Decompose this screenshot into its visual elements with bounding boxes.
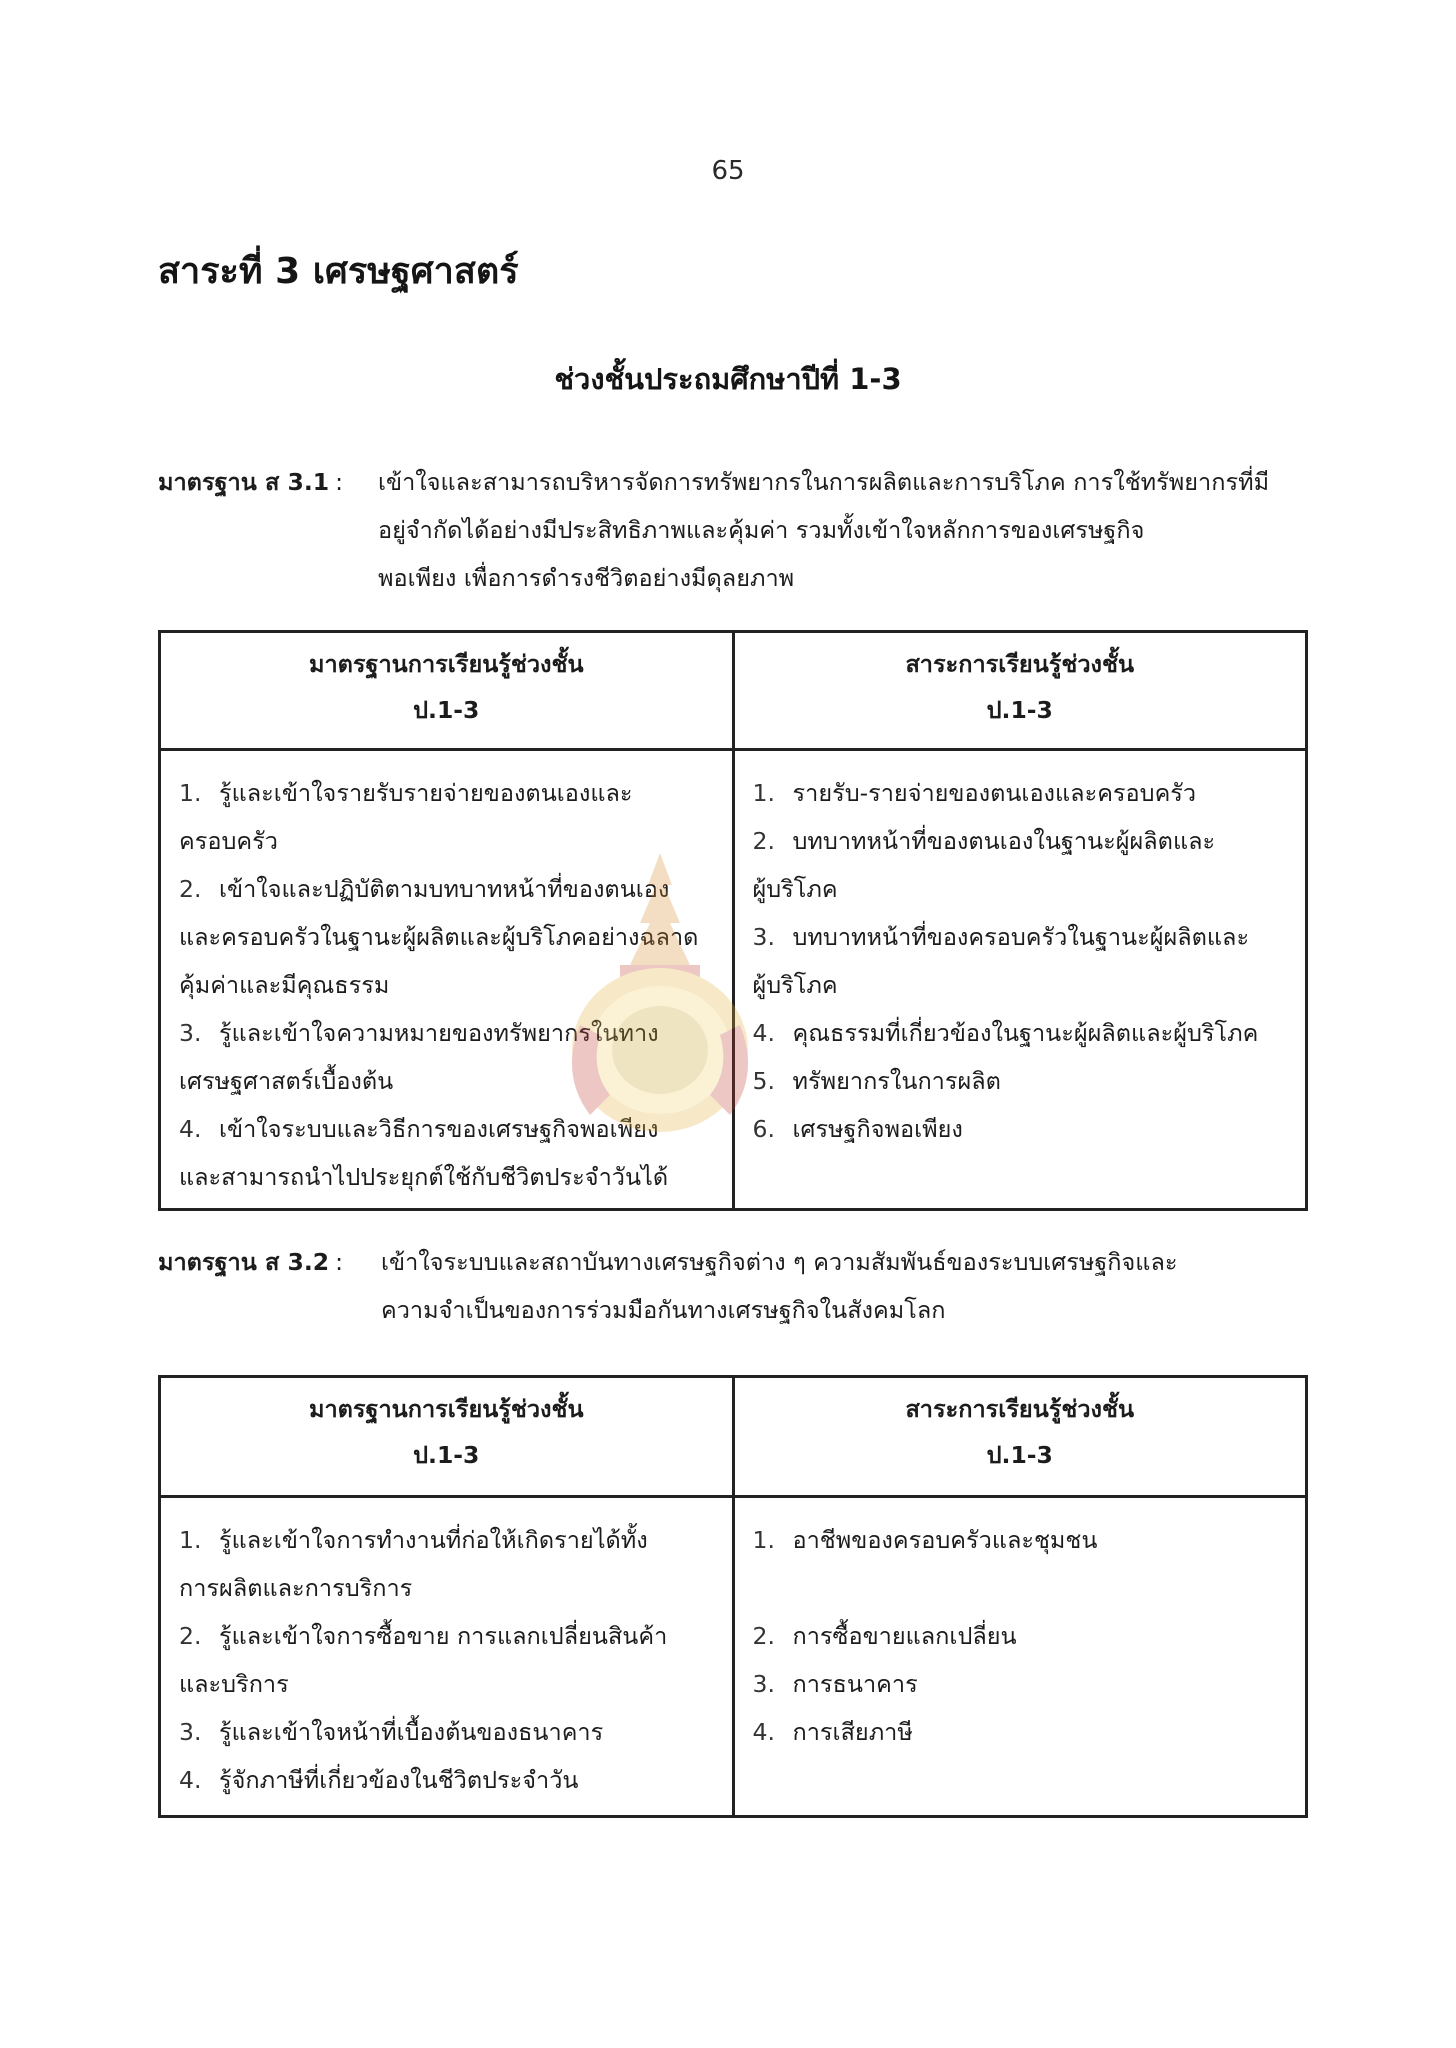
list-item: 2. รู้และเข้าใจการซื้อขาย การแลกเปลี่ยนสินค้า (179, 1622, 668, 1650)
header-learning-content: สาระการเรียนรู้ช่วงชั้น ป.1-3 (733, 632, 1307, 750)
content-cell (733, 1497, 1307, 1817)
standards-cell (160, 750, 734, 1210)
list-item-continued: ผู้บริโภค (752, 971, 838, 999)
list-item-continued: คุ้มค่าและมีคุณธรรม (179, 971, 390, 999)
standard-label: มาตรฐาน ส 3.2 : (158, 1248, 344, 1276)
list-item: 4. รู้จักภาษีที่เกี่ยวข้องในชีวิตประจำวัน (179, 1766, 579, 1794)
list-item: 1. รู้และเข้าใจการทำงานที่ก่อให้เกิดรายได้ทั้ง (179, 1526, 648, 1554)
spacer (753, 1564, 1294, 1612)
standard-line: อยู่จำกัดได้อย่างมีประสิทธิภาพและคุ้มค่า รวมทั้งเข้าใจหลักการของเศรษฐกิจ (378, 516, 1145, 544)
standard-description (378, 458, 1308, 602)
standard-line: เข้าใจระบบและสถาบันทางเศรษฐกิจต่าง ๆ ความสัมพันธ์ของระบบเศรษฐกิจและ (381, 1248, 1178, 1276)
list-item: 1. อาชีพของครอบครัวและชุมชน (752, 1526, 1098, 1554)
table-header-row (160, 1377, 1307, 1497)
list-item: 3. การธนาคาร (752, 1670, 918, 1698)
list-item-continued: และครอบครัวในฐานะผู้ผลิตและผู้บริโภคอย่างฉลาด (179, 923, 699, 951)
list-item: 2. บทบาทหน้าที่ของตนเองในฐานะผู้ผลิตและ (752, 827, 1216, 855)
standard-line: เข้าใจและสามารถบริหารจัดการทรัพยากรในการผลิตและการบริโภค การใช้ทรัพยากรที่มี (378, 468, 1270, 496)
list-item: 1. รู้และเข้าใจรายรับรายจ่ายของตนเองและ (179, 779, 633, 807)
list-item: 2. การซื้อขายแลกเปลี่ยน (752, 1622, 1017, 1650)
list-item-continued: เศรษฐศาสตร์เบื้องต้น (179, 1067, 394, 1095)
list-item: 3. บทบาทหน้าที่ของครอบครัวในฐานะผู้ผลิตและ (752, 923, 1250, 951)
list-item: 4. เข้าใจระบบและวิธีการของเศรษฐกิจพอเพียง (179, 1115, 659, 1143)
learning-standards-table-1 (158, 630, 1308, 1211)
header-learning-standards: มาตรฐานการเรียนรู้ช่วงชั้น ป.1-3 (160, 1377, 734, 1497)
strand-title: สาระที่ 3 เศรษฐศาสตร์ (158, 251, 519, 292)
standard-label: มาตรฐาน ส 3.1 : (158, 468, 344, 496)
list-item: 1. รายรับ-รายจ่ายของตนเองและครอบครัว (752, 779, 1197, 807)
standard-line: ความจำเป็นของการร่วมมือกันทางเศรษฐกิจในสังคมโลก (381, 1296, 946, 1324)
list-item-continued: การผลิตและการบริการ (179, 1574, 413, 1602)
standards-cell (160, 1497, 734, 1817)
list-item: 5. ทรัพยากรในการผลิต (752, 1067, 1001, 1095)
standard-line: พอเพียง เพื่อการดำรงชีวิตอย่างมีดุลยภาพ (378, 564, 795, 592)
table-row (160, 1497, 1307, 1817)
list-item: 4. การเสียภาษี (752, 1718, 913, 1746)
header-learning-standards: มาตรฐานการเรียนรู้ช่วงชั้น ป.1-3 (160, 632, 734, 750)
content-cell (733, 750, 1307, 1210)
table-header-row (160, 632, 1307, 750)
list-item: 3. รู้และเข้าใจหน้าที่เบื้องต้นของธนาคาร (179, 1718, 604, 1746)
list-item: 4. คุณธรรมที่เกี่ยวข้องในฐานะผู้ผลิตและผู้บริโภค (752, 1019, 1259, 1047)
page-number: 65 (711, 156, 745, 186)
standard-description (381, 1238, 1311, 1334)
list-item: 6. เศรษฐกิจพอเพียง (752, 1115, 963, 1143)
header-learning-content: สาระการเรียนรู้ช่วงชั้น ป.1-3 (733, 1377, 1307, 1497)
table-row (160, 750, 1307, 1210)
list-item: 3. รู้และเข้าใจความหมายของทรัพยากรในทาง (179, 1019, 659, 1047)
list-item-continued: และสามารถนำไปประยุกต์ใช้กับชีวิตประจำวันได้ (179, 1163, 669, 1191)
list-item-continued: ครอบครัว (179, 827, 278, 855)
list-item-continued: ผู้บริโภค (752, 875, 838, 903)
level-title: ช่วงชั้นประถมศึกษาปีที่ 1-3 (554, 362, 902, 396)
learning-standards-table-2 (158, 1375, 1308, 1818)
list-item: 2. เข้าใจและปฏิบัติตามบทบาทหน้าที่ของตนเอง (179, 875, 670, 903)
list-item-continued: และบริการ (179, 1670, 289, 1698)
